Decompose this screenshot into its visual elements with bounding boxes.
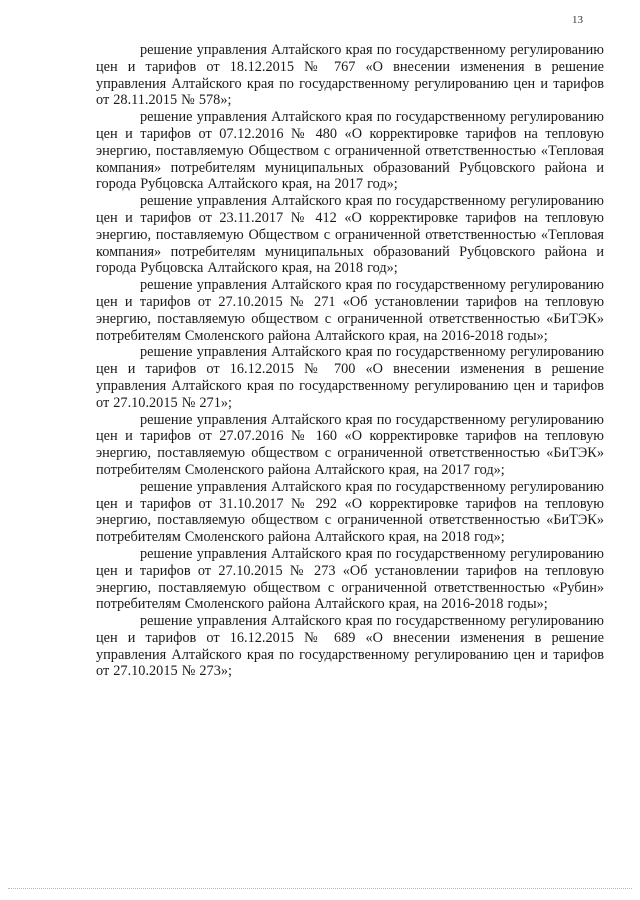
paragraph-decision: решение управления Алтайского края по государственному регулированию цен и тарифов от 31.10.2017 № 292 «О корректировке тарифов на тепловую энергию, поставляемую обществом с ограниченной ответственностью «БиТЭК» потребителям Смоленского района Алтайского края, на 2018 год»; (96, 478, 604, 546)
paragraph-decision: решение управления Алтайского края по государственному регулированию цен и тарифов от 27.10.2015 № 273 «Об установлении тарифов на тепловую энергию, поставляемую обществом с ограниченной ответственностью «Рубин» потребителям Смоленского района Алтайского края, на 2016-2018 годы»; (96, 545, 604, 613)
page-number: 13 (572, 14, 583, 26)
paragraph-decision: решение управления Алтайского края по государственному регулированию цен и тарифов от 16.12.2015 № 700 «О внесении изменения в решение управления Алтайского края по государственному регулированию цен и тарифов от 27.10.2015 № 271»; (96, 344, 604, 411)
paragraph-decision: решение управления Алтайского края по государственному регулированию цен и тарифов от 16.12.2015 № 689 «О внесении изменения в решение управления Алтайского края по государственному регулированию цен и тарифов от 27.10.2015 № 273»; (96, 613, 604, 680)
paragraph-decision: решение управления Алтайского края по государственному регулированию цен и тарифов от 07.12.2016 № 480 «О корректировке тарифов на тепловую энергию, поставляемую Обществом с ограниченной ответственностью «Тепловая компания» потребителям муниципальных образований Рубцовского района и города Рубцовска Алтайского края, на 2017 год»; (96, 109, 604, 193)
paragraph-decision: решение управления Алтайского края по государственному регулированию цен и тарифов от 27.07.2016 № 160 «О корректировке тарифов на тепловую энергию, поставляемую обществом с ограниченной ответственностью «БиТЭК» потребителям Смоленского района Алтайского края, на 2017 год»; (96, 411, 604, 478)
paragraph-decision: решение управления Алтайского края по государственному регулированию цен и тарифов от 27.10.2015 № 271 «Об установлении тарифов на тепловую энергию, поставляемую обществом с ограниченной ответственностью «БиТЭК» потребителям Смоленского района Алтайского края, на 2016-2018 годы»; (96, 277, 604, 344)
paragraph-decision: решение управления Алтайского края по государственному регулированию цен и тарифов от 23.11.2017 № 412 «О корректировке тарифов на тепловую энергию, поставляемую Обществом с ограниченной ответственностью «Тепловая компания» потребителям муниципальных образований Рубцовского района и города Рубцовска Алтайского края, на 2018 год»; (96, 193, 604, 277)
page-bottom-edge (8, 888, 632, 889)
document-body (96, 42, 604, 680)
paragraph-decision: решение управления Алтайского края по государственному регулированию цен и тарифов от 18.12.2015 № 767 «О внесении изменения в решение управления Алтайского края по государственному регулированию цен и тарифов от 28.11.2015 № 578»; (96, 42, 604, 109)
